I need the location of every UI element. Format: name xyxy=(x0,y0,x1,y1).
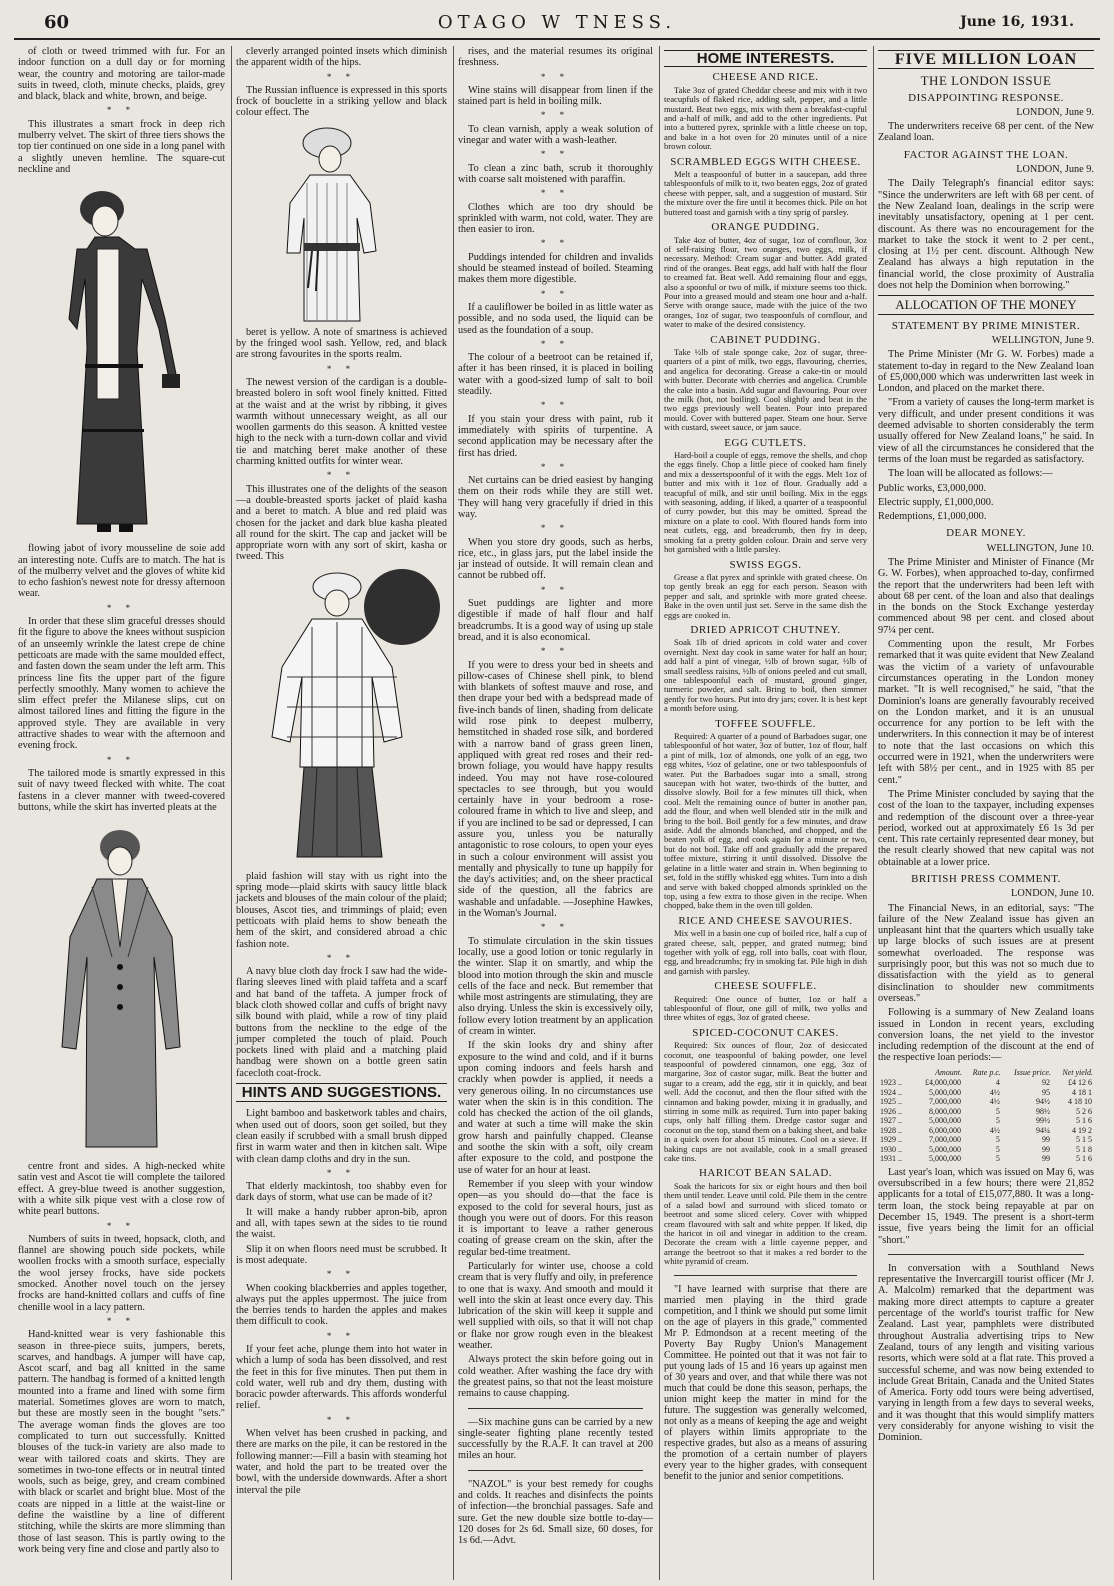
table-cell: 5 1 8 xyxy=(1076,1144,1092,1154)
page-number: 60 xyxy=(44,12,70,33)
recipe-text: Take ½lb of stale sponge cake, 2oz of sugar, three-quarters of a pint of milk, two eggs, flavouring, cherries, and angelica for decorating. Grease a cake-tin or mould with butter. Decorate with cherries and angelica. Crumble the cake into a basin. Add sugar and flavouring. Pour over the milk (hot, not boiling). Cool slightly and beat in the two eggs previously well beaten. Pour into prepared mould. Cover with buttered paper. Steam one hour. Serve with custard, sweet sauce, or jam sauce. xyxy=(664,346,867,433)
article-text: It will make a handy rubber apron-bib, apron and all, with tapes sewn at the sides to tie round the waist. xyxy=(236,1206,447,1241)
table-row xyxy=(878,1088,1094,1098)
recipe-title: SWISS EGGS. xyxy=(729,558,802,571)
separator: * * xyxy=(326,1330,357,1341)
table-cell: 1925 .. xyxy=(880,1097,902,1107)
separator: * * xyxy=(540,646,571,657)
table-cell: 5 1 6 xyxy=(1076,1154,1092,1164)
column-header: Net yield. xyxy=(1062,1067,1093,1077)
table-row xyxy=(878,1078,1094,1088)
separator: * * xyxy=(540,110,571,121)
table-cell: 1923 .. xyxy=(880,1078,902,1088)
article-text: of cloth or tweed trimmed with fur. For an indoor function on a dull day or for morning wear, the country and motoring are tailor-made suits in tweed, cloth, minute checks, plaids, grey and black, black and white, brown, and beige. xyxy=(18,46,225,103)
column-4 xyxy=(660,46,874,1580)
table-cell: 5,000,000 xyxy=(928,1116,961,1126)
article-text: centre front and sides. A high-necked white satin vest and Ascot tie will complete the tailored effect. A grey-blue tweed is another suggestion, with a white silk pique vest with a close row of white pearl buttons. xyxy=(18,1161,225,1218)
recipe-title: DRIED APRICOT CHUTNEY. xyxy=(690,623,841,636)
dateline: LONDON, June 9. xyxy=(1016,164,1094,176)
recipe-title: CHEESE SOUFFLE. xyxy=(714,980,817,993)
hints-headline: HINTS AND SUGGESTIONS. xyxy=(236,1083,447,1102)
separator: * * xyxy=(540,523,571,534)
table-cell: 1927 .. xyxy=(880,1116,902,1126)
allocation-headline: ALLOCATION OF THE MONEY xyxy=(878,295,1094,314)
article-text: The Daily Telegraph's financial editor says: "Since the underwriters are left with 68 per cent. of the New Zealand loan, dealings in the scrip were inevitably unsatisfactory, opening at 1 per cent. discount. As there was no encouragement for the market to take the stock it went to 2 per cent., closing at 1½ per cent. discount. Although New Zealand has always a high reputation in the financial world, the close proximity of Australia does not help the Dominion when borrowing." xyxy=(878,178,1094,292)
separator: * * xyxy=(540,461,571,472)
divider xyxy=(468,1408,643,1409)
separator: * * xyxy=(326,1269,357,1280)
issue-date: June 16, 1931. xyxy=(960,14,1074,30)
plaid-jacket-illustration xyxy=(242,567,442,867)
table-cell: 99 xyxy=(1041,1135,1050,1145)
table-cell: 1930 .. xyxy=(880,1144,902,1154)
recipe-text: Soak the haricots for six or eight hours and then boil them until tender. Leave until cold. Pile them in the centre of a salad bowl and surround with sliced tomato or beetroot and some sliced celery. Cover with whipped cream flavoured with salt and white pepper. If liked, dip the haricot in oil and vinegar in addition to the cream. Decorate the cream with a little cayenne pepper, and arrange the beetroot so that it makes a red border to the white pyramid of cream. xyxy=(664,1180,867,1267)
table-row xyxy=(878,1154,1094,1164)
recipe-text: Required: Six ounces of flour, 2oz of desiccated coconut, one teaspoonful of baking powder, one level teaspoonful of powdered cinnamon, one egg, 3oz of margarine, 3oz of castor sugar, milk. Beat the butter and sugar to a cream, add the egg, stir it in quickly, and beat well. Add the coconut, and then the flour sifted with the cinnamon and baking powder, mixing it in gradually, and stirring in some milk as required. Turn into paper baking cups, only half filling them. Dredge castor sugar and coconut on the top, stand them on a baking sheet, and bake in a quick oven for about 15 minutes. Cool on a sieve. If baking cups are not available, cook in a small greased cake tins. xyxy=(664,1040,867,1164)
table-cell: 99 xyxy=(1041,1144,1050,1154)
table-cell: 1929 .. xyxy=(880,1135,902,1145)
table-cell: 5,000,000 xyxy=(928,1087,961,1097)
column-1 xyxy=(14,46,232,1580)
recipe-title: ORANGE PUDDING. xyxy=(711,221,820,234)
news-brief: "I have learned with surprise that there are married men playing in the third grade competition, and I think we should put some limit on the age of players in this grade," commented Mr P. Edmondson at a recent meeting of the Poverty Bay Rugby Union's Management Committee. He pointed out that it was not fair to put young lads of 15 and 16 years up against men of 30 years and over, and that while there was not much that could be done this season, perhaps, the union might keep the matter in mind for the future. The suggestion was generally welcomed, not only as a means of keeping the age and weight of players within limits appropriate to the respective grades, but also as a means of assuring the promotion of a certain number of players every year to the higher grades, with consequent benefit to the junior and senior competitions. xyxy=(664,1283,867,1482)
column-2 xyxy=(232,46,454,1580)
column-header xyxy=(878,1067,911,1079)
article-text: Suet puddings are lighter and more digestible if made of half flour and half breadcrumbs. It is a good way of using up stale bread, and it is also economical. xyxy=(458,598,653,643)
dateline: LONDON, June 9. xyxy=(1016,106,1094,118)
table-cell: 1926 .. xyxy=(880,1106,902,1116)
article-text: cleverly arranged pointed insets which diminish the apparent width of the hips. xyxy=(236,46,447,69)
article-text: To stimulate circulation in the skin tissues locally, use a good lotion or tonic regularly in the winter. Slap it on smartly, and whip the blood into motion through the skin and muscle cells of the face and neck. But remember that while most astringents are stimulating, they are also drying. Unless the skin is excessively oily, follow every lotion treatment by an application of cream in winter. xyxy=(458,935,653,1038)
divider xyxy=(674,1275,857,1276)
recipe-text: Required: A quarter of a pound of Barbadoes sugar, one tablespoonful of hot water, 3oz of butter, 1oz of flour, half a pint of milk, 1oz of almonds, one yolk of an egg, two egg whites, ½oz of gelatine, one or two tablespoonfuls of water. Put the Barbadoes sugar into a small, strong saucepan with hot water, two-thirds of the butter, and dissolve slowly. Boil for a few minutes till thick, when cool. Melt the remaining ounce of butter in another pan, add the flour, and when well blended stir in the milk and bring to the boil. Boil gently for a few minutes, and draw aside. Add the almonds blanched, and chopped, and the beaten yolk of egg, and cook again for a minute or two, but do not boil. Take off and gradually add the prepared toffee mixture, stirring it until dissolved. Dissolve the gelatine in a little water and strain in. When beginning to set, fold in the stiffly whisked egg whites. Turn into a dish and serve with baked chopped almonds sprinkled on the top, using a few extra to those given in the recipe. When chopped, bake them in the oven till golden. xyxy=(664,731,867,911)
article-text: Wine stains will disappear from linen if the stained part is held in boiling milk. xyxy=(458,84,653,108)
separator: * * xyxy=(326,952,357,963)
table-header-row xyxy=(878,1067,1094,1079)
article-text: The Russian influence is expressed in this sports frock of bouclette in a striking yellow and black colour effect. The xyxy=(236,84,447,119)
tweed-suit-illustration xyxy=(42,817,202,1157)
table-cell: 5 1 6 xyxy=(1076,1116,1092,1126)
section-subhead: BRITISH PRESS COMMENT. xyxy=(911,873,1061,885)
table-cell: 4 18 1 xyxy=(1072,1087,1092,1097)
table-cell: 5 xyxy=(995,1144,1000,1154)
section-subhead: THE LONDON ISSUE xyxy=(920,73,1052,89)
separator: * * xyxy=(540,400,571,411)
article-text: If you stain your dress with paint, rub it immediately with spirits of turpentine. A second application may be necessary after the first has dried. xyxy=(458,413,653,459)
column-header: Rate p.c. xyxy=(972,1067,1001,1077)
article-text: If the skin looks dry and shiny after exposure to the wind and cold, and if it burns upon coming indoors and feels harsh and crackly when powder is applied, it needs a very generous oiling. In no circumstances use water when the skin is in this condition. The cold has checked the action of the oil glands, and water at such a time will make the skin grow harsh and painfully chapped. Cleanse and soothe the skin with a soft, oily cream after exposure to the cold, and postpone the use of water for an hour at least. xyxy=(458,1040,653,1176)
allocation-item: Redemptions, £1,000,000. xyxy=(878,511,987,523)
article-text: The colour of a beetroot can be retained if, after it has been rinsed, it is placed in boiling water with a good-sized lump of salt to boil steadily. xyxy=(458,352,653,398)
article-text: When cooking blackberries and apples together, always put the apples uppermost. The juice from the berries tends to harden the apples and makes them difficult to cook. xyxy=(236,1282,447,1328)
table-row xyxy=(878,1097,1094,1107)
article-text: Slip it on when floors need must be scrubbed. It is most adequate. xyxy=(236,1243,447,1266)
table-cell: 99 xyxy=(1041,1154,1050,1164)
article-text: This illustrates a smart frock in deep rich mulberry velvet. The skirt of three tiers shows the top tier continued on one side in a long panel with a slightly uneven hemline. The square-cut neckline and xyxy=(18,118,225,175)
table-row xyxy=(878,1126,1094,1136)
separator: * * xyxy=(326,1414,357,1425)
article-text: Remember if you sleep with your window open—as you should do—that the face is exposed to the cold for several hours, just as though you were out of doors. For this reason it is important to leave a rather generous coating of grease cream on the skin, after the regular bed-time treatment. xyxy=(458,1178,653,1258)
table-cell: 5 2 6 xyxy=(1076,1106,1092,1116)
recipe-title: TOFFEE SOUFFLE. xyxy=(715,717,816,730)
article-text: The underwriters receive 68 per cent. of the New Zealand loan. xyxy=(878,121,1094,144)
article-text: In order that these slim graceful dresses should fit the figure to above the knees without suspicion of an unseemly wrinkle the latest crepe de chine petticoats are made with the same moulded effect, and fasten down the seam under the left arm. This princess line fits the upper part of the figure perfectly smoothly. Many women to achieve the slim effect prefer the Milanese slips, cut on almost tailored lines and fitting the figure in the approved style. They are available in very attractive shades to wear with the afternoon and evening frock. xyxy=(18,616,225,752)
section-subhead: STATEMENT BY PRIME MINISTER. xyxy=(891,319,1081,332)
table-cell: 8,000,000 xyxy=(928,1106,961,1116)
column-5 xyxy=(874,46,1100,1580)
table-row xyxy=(878,1135,1094,1145)
allocation-item: Electric supply, £1,000,000. xyxy=(878,496,994,508)
home-interests-headline: HOME INTERESTS. xyxy=(664,50,867,67)
article-text: Clothes which are too dry should be sprinkled with warm, not cold, water. They are then easier to iron. xyxy=(458,201,653,236)
news-brief: —Six machine guns can be carried by a new single-seater fighting plane recently tested successfully by the R.A.F. It can travel at 200 miles an hour. xyxy=(458,1416,653,1462)
table-cell: 5 1 5 xyxy=(1076,1135,1092,1145)
recipe-title: CABINET PUDDING. xyxy=(710,333,821,346)
table-cell: 98½ xyxy=(1035,1106,1050,1116)
paper-title: OTAGO W TNESS. xyxy=(437,12,677,33)
table-row xyxy=(878,1107,1094,1117)
article-text: flowing jabot of ivory mousseline de soie add an interesting note. Cuffs are to match. The hat is of the mulberry velvet and the gloves of white kid to echo fashion's newest note for dressy afternoon wear. xyxy=(18,543,225,600)
table-cell: 5 xyxy=(995,1106,1000,1116)
article-text: rises, and the material resumes its original freshness. xyxy=(458,46,653,69)
table-cell: 1931 .. xyxy=(880,1154,902,1164)
separator: * * xyxy=(106,602,137,613)
article-text: beret is yellow. A note of smartness is achieved by the fringed wool sash. Yellow, red, and black are strong favourites in the sports realm. xyxy=(236,326,447,361)
article-text: When you store dry goods, such as herbs, rice, etc., in glass jars, put the label inside the jar instead of outside. It will remain clean and cannot be rubbed off. xyxy=(458,536,653,582)
table-cell: 5 xyxy=(995,1116,1000,1126)
loan-summary-table xyxy=(878,1067,1094,1164)
table-cell: 5,000,000 xyxy=(928,1154,961,1164)
table-cell: 1924 .. xyxy=(880,1087,902,1097)
article-text: The Prime Minister concluded by saying that the cost of the loan to the taxpayer, including expenses and redemption of the discount over a three-year period, worked out at approximately £6 1s 3d per cent. This rate certainly represented dear money, but the result clearly showed that new capital was not obtainable at a lower price. xyxy=(878,788,1094,868)
table-cell: £4,000,000 xyxy=(924,1078,961,1088)
table-cell: 5 xyxy=(995,1135,1000,1145)
table-cell: 5,000,000 xyxy=(928,1144,961,1154)
article-text: The Prime Minister (Mr G. W. Forbes) made a statement to-day in regard to the New Zealand loan of £5,000,000 which was underwritten last week in London, and placed on the market there. xyxy=(878,349,1094,395)
column-header: Issue price. xyxy=(1014,1067,1051,1077)
recipe-text: Soak 1lb of dried apricots in cold water and cover overnight. Next day cook in same water for half an hour; add half a pint of vinegar, ½lb of brown sugar, ½lb of small seedless raisins, ½lb of onions peeled and cut small, one tablespoonful each of mustard, ground ginger, turmeric powder, and salt. Bring to boil, then simmer gently for two hours. Put into dry jars; cover. It is best kept a month before using. xyxy=(664,637,867,714)
article-text: Light bamboo and basketwork tables and chairs, when used out of doors, soon get soiled, but they clean easily if scrubbed with a small brush dipped first in warm water and then in kitchen salt. Wipe with clean damp cloths and dry in the sun. xyxy=(236,1108,447,1165)
section-subhead: DEAR MONEY. xyxy=(946,527,1026,540)
recipe-text: Mix well in a basin one cup of boiled rice, half a cup of grated cheese, salt, pepper, and grated nutmeg; bind together with yolk of egg, roll into balls, coat with flour, egg, and breadcrumbs; fry in smoking fat. Pile high in dish and garnish with parsley. xyxy=(664,928,867,976)
table-cell: 4½ xyxy=(989,1125,1000,1135)
article-text: plaid fashion will stay with us right into the spring mode—plaid skirts with saucy little black jackets and blouses of the main colour of the plaid; blouses, Ascot ties, and trimmings of plaid; even petticoats with plaid hems to show beneath the hem of the skirt, and considered abroad a chic fashion note. xyxy=(236,870,447,950)
divider xyxy=(888,1254,1084,1255)
article-text: To clean a zinc bath, scrub it thoroughly with coarse salt moistened with paraffin. xyxy=(458,162,653,185)
article-text: The loan will be allocated as follows:— xyxy=(888,468,1053,480)
article-text: If a cauliflower be boiled in as little water as possible, and no soda used, the liquid can be used as the foundation of a soup. xyxy=(458,301,653,336)
recipe-title: EGG CUTLETS. xyxy=(724,436,807,449)
table-row xyxy=(878,1116,1094,1126)
recipe-text: Melt a teaspoonful of butter in a saucepan, add three tablespoonfuls of milk to it, two beaten eggs, 2oz of grated cheese with pepper, salt, and a suggestion of mustard. Stir the mixture over the fire until it becomes thick. Pile on hot buttered toast and garnish with a tiny sprig of parsley. xyxy=(664,169,867,217)
article-text: If you were to dress your bed in sheets and pillow-cases of Chinese shell pink, to blend with blankets of softest mauve and rose, and then drape your bed with a bedspread made of five-inch bands of linen, shading from delicate wild rose pink to deepest mulberry, hemstitched in shaded rose silk, and bordered with a narrow band of grass green linen, appliqued with great red roses and their red-brown foliage, you would have happy results indeed. You may not have rose-coloured spectacles to see through, but you would certainly have in your bedroom a rose-coloured frame in which to live and sleep, and if you are inclined to be sad or depressed, I can assure you, unless you be naturally antagonistic to rose colours, to open your eyes in such a colour environment will assist you mentally and physically to tune up happily for the day's activities; and, on the sheer practical side of the question, all the fabrics are washable and unfadable. —Josephine Hawkes, in the Woman's Journal. xyxy=(458,659,653,920)
article-text: Commenting upon the result, Mr Forbes remarked that it was quite evident that New Zealand was the victim of a variety of unfavourable circumstances operating in the London money market. "It is well recognised," he said, "that the Dominion's loans are generally favourably received on the London market, and it is an unusual occurrence for any portion to be left with the underwriters. In this connection it may be of interest to note that the last occasions on which this occurred were in 1921, when the underwriters were left with 58½ per cent., and in 1925 with 85 per cent." xyxy=(878,639,1094,786)
separator: * * xyxy=(540,584,571,595)
separator: * * xyxy=(540,71,571,82)
table-cell: 5 xyxy=(995,1154,1000,1164)
article-text: Puddings intended for children and invalids should be steamed instead of boiled. Steaming makes them more digestible. xyxy=(458,251,653,286)
news-brief: In conversation with a Southland News representative the Invercargill tourist officer (Mr J. A. Malcolm) remarked that the department was making more direct attempts to capture a greater percentage of the world's tourist traffic for New Zealand. Last year, pamphlets were distributed throughout Australia advertising trips to New Zealand, tours of any length and visiting various resorts, which were sold at a flat rate. This proved a successful scheme, and was now being extended to include Great Britain, Canada and the United States of America. Forty odd tours were being advertised, varying in length from a few days to several weeks, and it was thought that this would simplify matters very considerably for anyone wishing to visit the Dominion. xyxy=(878,1262,1094,1444)
table-cell: 4 19 2 xyxy=(1072,1125,1092,1135)
table-cell: 4½ xyxy=(989,1087,1000,1097)
separator: * * xyxy=(326,470,357,481)
separator: * * xyxy=(326,71,357,82)
separator: * * xyxy=(540,338,571,349)
dateline: WELLINGTON, June 9. xyxy=(991,334,1094,346)
recipe-text: Hard-boil a couple of eggs, remove the shells, and chop the eggs finely. Chop a little piece of cooked ham finely and mix a dessertspoonful of it with the eggs. Melt 1oz of butter and mix with it 1oz of flour. Gradually add a teacupful of milk, and stir until boiling. Mix in the eggs with seasoning, adding, if liked, a quarter of a teaspoonful of curry powder, but this may be omitted. Spread the mixture on a plate to cool. With floured hands form into neat cutlets, egg, and breadcrumb, then fry in deep, smoking fat a pretty golden colour. Drain and serve very hot garnished with a little parsley. xyxy=(664,450,867,555)
separator: * * xyxy=(106,1315,137,1326)
column-header: Amount. xyxy=(935,1067,962,1077)
article-text: Last year's loan, which was issued on May 6, was oversubscribed in a few hours; there were 21,852 applicants for a total of £15,077,880. It was a long-term loan, the stock being repayable at par on December 15, 1949. The present is a short-term issue, five years being the limit for an official "short." xyxy=(878,1166,1094,1246)
separator: * * xyxy=(106,1220,137,1231)
article-text: The Financial News, in an editorial, says: "The failure of the New Zealand issue has given an unpleasant hint that the quarters which usually take up large blocks of such issues are at present somewhat overloaded. The response was surprisingly poor, but this was not so much due to dissatisfaction with the yield as to general disinclination to shoulder new commitments overseas." xyxy=(878,902,1094,1004)
article-text: If your feet ache, plunge them into hot water in which a lump of soda has been dissolved, and rest the feet in this for five minutes. Then put them in cold water, well rub and dry them, dusting with boracic powder afterwards. This affords wonderful relief. xyxy=(236,1344,447,1412)
recipe-title: SCRAMBLED EGGS WITH CHEESE. xyxy=(670,155,861,168)
table-cell: 99½ xyxy=(1035,1116,1050,1126)
article-text: A navy blue cloth day frock I saw had the wide-flaring sleeves lined with plaid taffeta and a scarf and hat band of the taffeta. A jumper frock of black cloth showed collar and cuffs of bright navy silk bound with plaid, while a row of tiny plaid buttons from the neckline to the edge of the jumper completed the touch of plaid. Pouch pockets lined with plaid and a matching plaid handbag were shown on a bottle green satin facecloth coat-frock. xyxy=(236,966,447,1079)
article-text: Always protect the skin before going out in cold weather. After washing the face dry with the greatest pains, so that not the least moisture remains to cause chapping. xyxy=(458,1354,653,1400)
article-text: This illustrates one of the delights of the season—a double-breasted sports jacket of plaid kasha and a beret to match. A blue and red plaid was chosen for the jacket and dark blue kasha pleated all round for the skirt. The cap and jacket will be appropriate worn with any sort of skirt, kasha or tweed. This xyxy=(236,483,447,563)
recipe-text: Required: One ounce of butter, 1oz or half a tablespoonful of flour, one gill of milk, two yolks and three whites of eggs, 3oz of grated cheese. xyxy=(664,993,867,1023)
recipe-title: HARICOT BEAN SALAD. xyxy=(698,1167,833,1180)
separator: * * xyxy=(540,188,571,199)
loan-headline: FIVE MILLION LOAN xyxy=(878,50,1094,69)
separator: * * xyxy=(106,105,137,116)
dateline: WELLINGTON, June 10. xyxy=(986,542,1094,554)
section-subhead: FACTOR AGAINST THE LOAN. xyxy=(903,148,1069,161)
separator: * * xyxy=(540,149,571,160)
separator: * * xyxy=(540,922,571,933)
recipe-text: Grease a flat pyrex and sprinkle with grated cheese. On top gently break an egg for each person. Season with pepper and salt, and sprinkle with more grated cheese. Bake in the oven until just set. Serve in the same dish the eggs are cooked in. xyxy=(664,571,867,620)
table-cell: 94¼ xyxy=(1035,1125,1050,1135)
recipe-title: CHEESE AND RICE. xyxy=(712,71,819,84)
table-cell: 1928 .. xyxy=(880,1125,902,1135)
article-text: When velvet has been crushed in packing, and there are marks on the pile, it can be restored in the following manner:—Fill a basin with steaming hot water, and hold the part to be treated over the bowl, with the underside downwards. After a short interval the pile xyxy=(236,1428,448,1496)
column-3 xyxy=(454,46,660,1580)
recipe-text: Take 3oz of grated Cheddar cheese and mix with it two teacupfuls of flaked rice, adding salt, pepper, and a little mustard. Beat two eggs, mix with them a breakfast-cupful and a-half of milk, and add to the other ingredients. Put into a buttered pyrex, sprinkle with a little cheese on top, and bake in a hot oven for 20 minutes until of a nice brown colour. xyxy=(664,84,867,152)
dateline: LONDON, June 10. xyxy=(1011,888,1094,900)
table-cell: 4½ xyxy=(989,1097,1000,1107)
divider xyxy=(468,1470,643,1471)
allocation-item: Public works, £3,000,000. xyxy=(878,482,987,494)
article-text: Hand-knitted wear is very fashionable this season in three-piece suits, jumpers, berets, scarves, and handbags. A jumper will have cap, Ascot scarf, and bag all knitted in the same pattern. The handbag is formed of a knitted length mounted into a frame and lined with some firm material. Sometimes gloves are worn to match, but these are mostly seen in the bought "sets." The average woman finds the gloves are too complicated to turn out successfully. Knitted blouses of the tuck-in variety are also made to wear with tailored coats and skirts. They are sometimes in two-tone effects or in neutral tinted wools, such as beige, grey, and cream combined with black or scarlet and bright blue. Most of the coats are nipped in a little at the waist-line or define the waistline by a line of different stitching, while the skirts are more slimming than those of last season. This is partly owing to the work being very fine and close and partly also to xyxy=(18,1329,225,1555)
article-text: Following is a summary of New Zealand loans issued in London in recent years, excluding conversion loans, the net yield to the investor including redemption of the discount at the end of the respective loan periods:— xyxy=(878,1007,1094,1064)
article-text: Particularly for winter use, choose a cold cream that is very fluffy and oily, in preference to one that is waxy. And smooth and mould it well into the skin at least once every day. This lubrication of the skin will keep it supple and well supplied with oils, so that it will not chap or flake nor grow rough even in the bleakest weather. xyxy=(458,1260,653,1352)
table-cell: 4 18 10 xyxy=(1068,1097,1092,1107)
recipe-title: RICE AND CHEESE SAVOURIES. xyxy=(678,914,853,927)
recipe-title: SPICED-COCONUT CAKES. xyxy=(692,1026,839,1039)
section-subhead: DISAPPOINTING RESPONSE. xyxy=(908,91,1064,104)
article-text: To clean varnish, apply a weak solution of vinegar and water with a wash-leather. xyxy=(458,123,653,147)
table-cell: 7,000,000 xyxy=(928,1135,961,1145)
table-cell: 95 xyxy=(1041,1087,1050,1097)
advertisement: "NAZOL" is your best remedy for coughs and colds. It reaches and disinfects the points of infection—the bronchial passages. Safe and sure. Get the new double size bottle to-day—120 doses for 2s 6d. Small size, 60 doses, for 1s 6d.—Advt. xyxy=(458,1478,653,1547)
article-text: The tailored mode is smartly expressed in this suit of navy tweed flecked with white. The coat fastens in a clever manner with tweed-covered buttons, while the skirt has inverted pleats at the xyxy=(18,767,225,813)
separator: * * xyxy=(106,754,137,765)
separator: * * xyxy=(540,238,571,249)
article-text: Net curtains can be dried easiest by hanging them on their rods while they are still wet. They will hang very gracefully if dried in this way. xyxy=(458,475,653,520)
table-cell: 7,000,000 xyxy=(928,1097,961,1107)
table-cell: 94½ xyxy=(1035,1097,1050,1107)
table-cell: 92 xyxy=(1041,1078,1050,1088)
article-text: The newest version of the cardigan is a double-breasted bolero in soft wool finely knitted. Fitted at the waist and at the wrist by ribbing, it gives warmth without unnecessary weight, as all our woollen garments do this season. A knitted vestee high to the neck with a turn-down collar and vivid tie and matching beret make another of these charming knitted outfits for winter wear. xyxy=(236,376,447,468)
separator: * * xyxy=(540,288,571,299)
table-cell: £4 12 6 xyxy=(1068,1078,1092,1088)
separator: * * xyxy=(326,1167,357,1178)
table-cell: 4 xyxy=(995,1078,1000,1088)
separator: * * xyxy=(326,363,357,374)
article-text: That elderly mackintosh, too shabby even for dark days of storm, what use can be made of it? xyxy=(236,1181,447,1204)
page-header xyxy=(14,8,1100,40)
velvet-frock-illustration xyxy=(47,179,197,539)
table-cell: 6,000,000 xyxy=(928,1125,961,1135)
article-text: Numbers of suits in tweed, hopsack, cloth, and flannel are showing pouch side pockets, while woollen frocks with a smooth surface, especially the wool jersey frocks, have side pockets smocked. Another novel touch on the jersey frocks are hand-knitted collars and cuffs of fine chenille wool in a lacy pattern. xyxy=(18,1233,225,1313)
article-text: The Prime Minister and Minister of Finance (Mr G. W. Forbes), when approached to-day, confirmed the report that the underwriters had been left with about 68 per cent. of the loan and also that dealings in the bonds on the Stock Exchange yesterday commenced about 98 per cent. and closed about 97¼ per cent. xyxy=(878,556,1094,636)
article-text: "From a variety of causes the long-term market is very difficult, and under present conditions it was deemed advisable to shorten considerably the term usually offered for New Zealand loans," he said. In view of all the circumstances he considered that the terms of the loan must be regarded as satisfactory. xyxy=(878,397,1094,465)
table-row xyxy=(878,1145,1094,1155)
recipe-text: Take 4oz of butter, 4oz of sugar, 1oz of cornflour, 3oz of self-raising flour, two oranges, two eggs, milk, if necessary. Method: Cream sugar and butter. Add grated rind of the oranges. Beat eggs, add half with half the flour to creamed fat. Beat well. Add remaining flour and eggs, also a spoonful or two of milk, if mixture seems too thick. Pour into a greased mould and steam one hour and a-half. Serve with orange sauce, made with the juice of the two oranges, 1oz of sugar, two teaspoonfuls of cornflour, and water to make of the desired consistency. xyxy=(664,234,867,330)
sports-frock-illustration xyxy=(252,123,432,323)
